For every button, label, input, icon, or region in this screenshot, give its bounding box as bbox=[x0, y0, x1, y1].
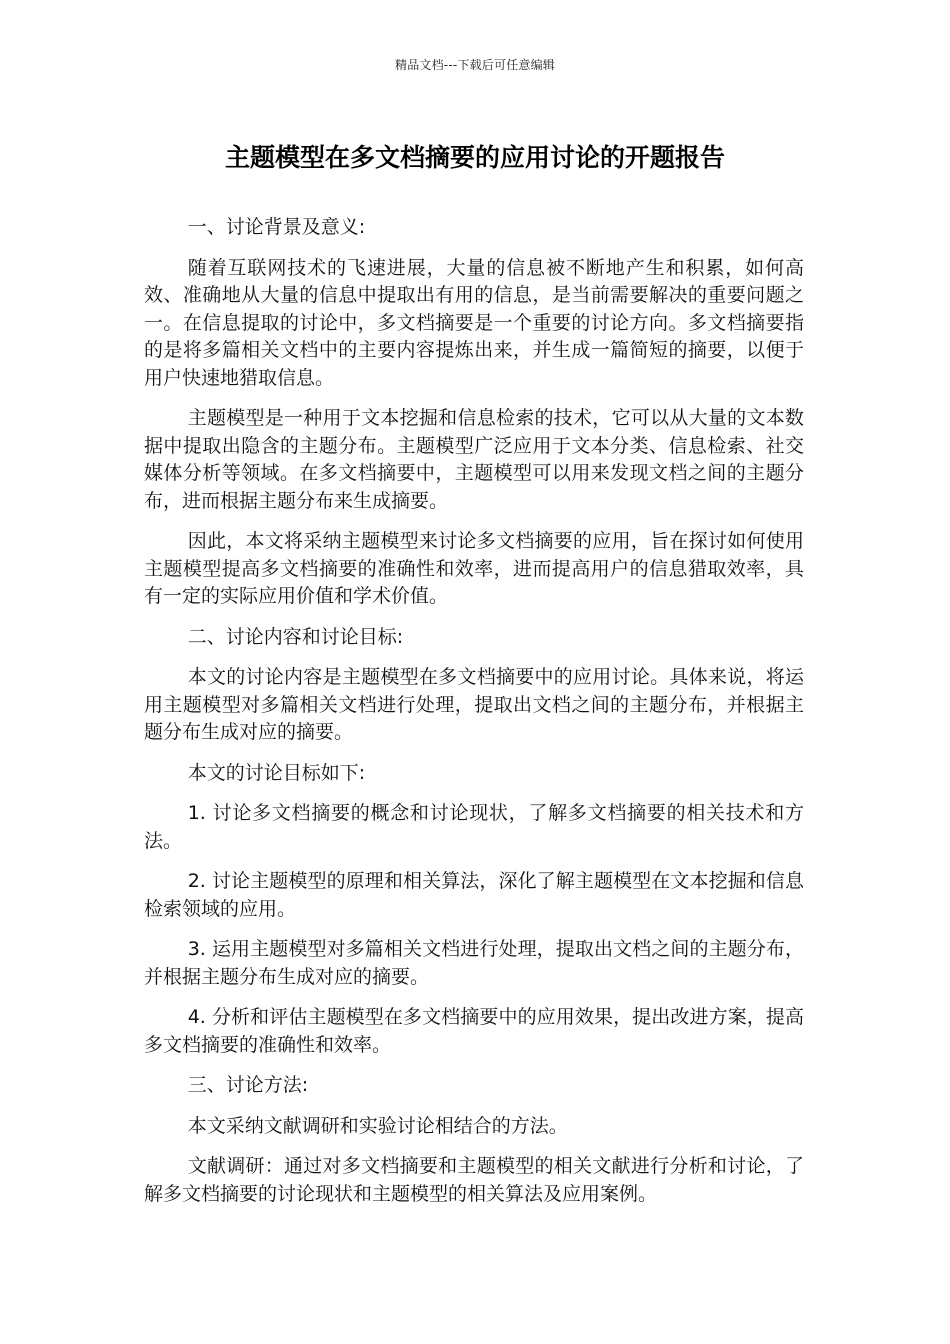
paragraph: 随着互联网技术的飞速进展，大量的信息被不断地产生和积累，如何高效、准确地从大量的信息中提取出有用的信息，是当前需要解决的重要问题之一。在信息提取的讨论中，多文档摘要是一个重要的讨论方向。多文档摘要指的是将多篇相关文档中的主要内容提炼出来，并生成一篇简短的摘要，以便于用户快速地猎取信息。 bbox=[144, 256, 804, 389]
paragraph: 本文的讨论内容是主题模型在多文档摘要中的应用讨论。具体来说，将运用主题模型对多篇相关文档进行处理，提取出文档之间的主题分布，并根据主题分布生成对应的摘要。 bbox=[144, 666, 804, 743]
paragraph: 本文采纳文献调研和实验讨论相结合的方法。 bbox=[187, 1114, 568, 1137]
section-heading-method: 三、讨论方法: bbox=[187, 1074, 309, 1096]
paragraph: 文献调研：通过对多文档摘要和主题模型的相关文献进行分析和讨论，了解多文档摘要的讨论现状和主题模型的相关算法及应用案例。 bbox=[144, 1155, 804, 1205]
goal-item: 3. 运用主题模型对多篇相关文档进行处理，提取出文档之间的主题分布，并根据主题分布生成对应的摘要。 bbox=[144, 938, 804, 988]
paragraph: 主题模型是一种用于文本挖掘和信息检索的技术，它可以从大量的文本数据中提取出隐含的主题分布。主题模型广泛应用于文本分类、信息检索、社交媒体分析等领域。在多文档摘要中，主题模型可以用来发现文档之间的主题分布，进而根据主题分布来生成摘要。 bbox=[144, 407, 804, 512]
paragraph: 本文的讨论目标如下: bbox=[187, 761, 366, 784]
paragraph: 因此，本文将采纳主题模型来讨论多文档摘要的应用，旨在探讨如何使用主题模型提高多文档摘要的准确性和效率，进而提高用户的信息猎取效率，具有一定的实际应用价值和学术价值。 bbox=[144, 530, 804, 607]
section-heading-content: 二、讨论内容和讨论目标: bbox=[187, 625, 404, 648]
page-title: 主题模型在多文档摘要的应用讨论的开题报告 bbox=[224, 143, 725, 172]
goal-item: 4. 分析和评估主题模型在多文档摘要中的应用效果，提出改进方案，提高多文档摘要的准确性和效率。 bbox=[144, 1006, 804, 1056]
goal-item: 1. 讨论多文档摘要的概念和讨论现状，了解多文档摘要的相关技术和方法。 bbox=[144, 802, 804, 852]
document-body bbox=[144, 214, 804, 1221]
section-heading-background: 一、讨论背景及意义: bbox=[187, 216, 366, 238]
header-note: 精品文档---下载后可任意编辑 bbox=[395, 58, 555, 72]
goal-item: 2. 讨论主题模型的原理和相关算法，深化了解主题模型在文本挖掘和信息检索领域的应用。 bbox=[144, 870, 804, 920]
